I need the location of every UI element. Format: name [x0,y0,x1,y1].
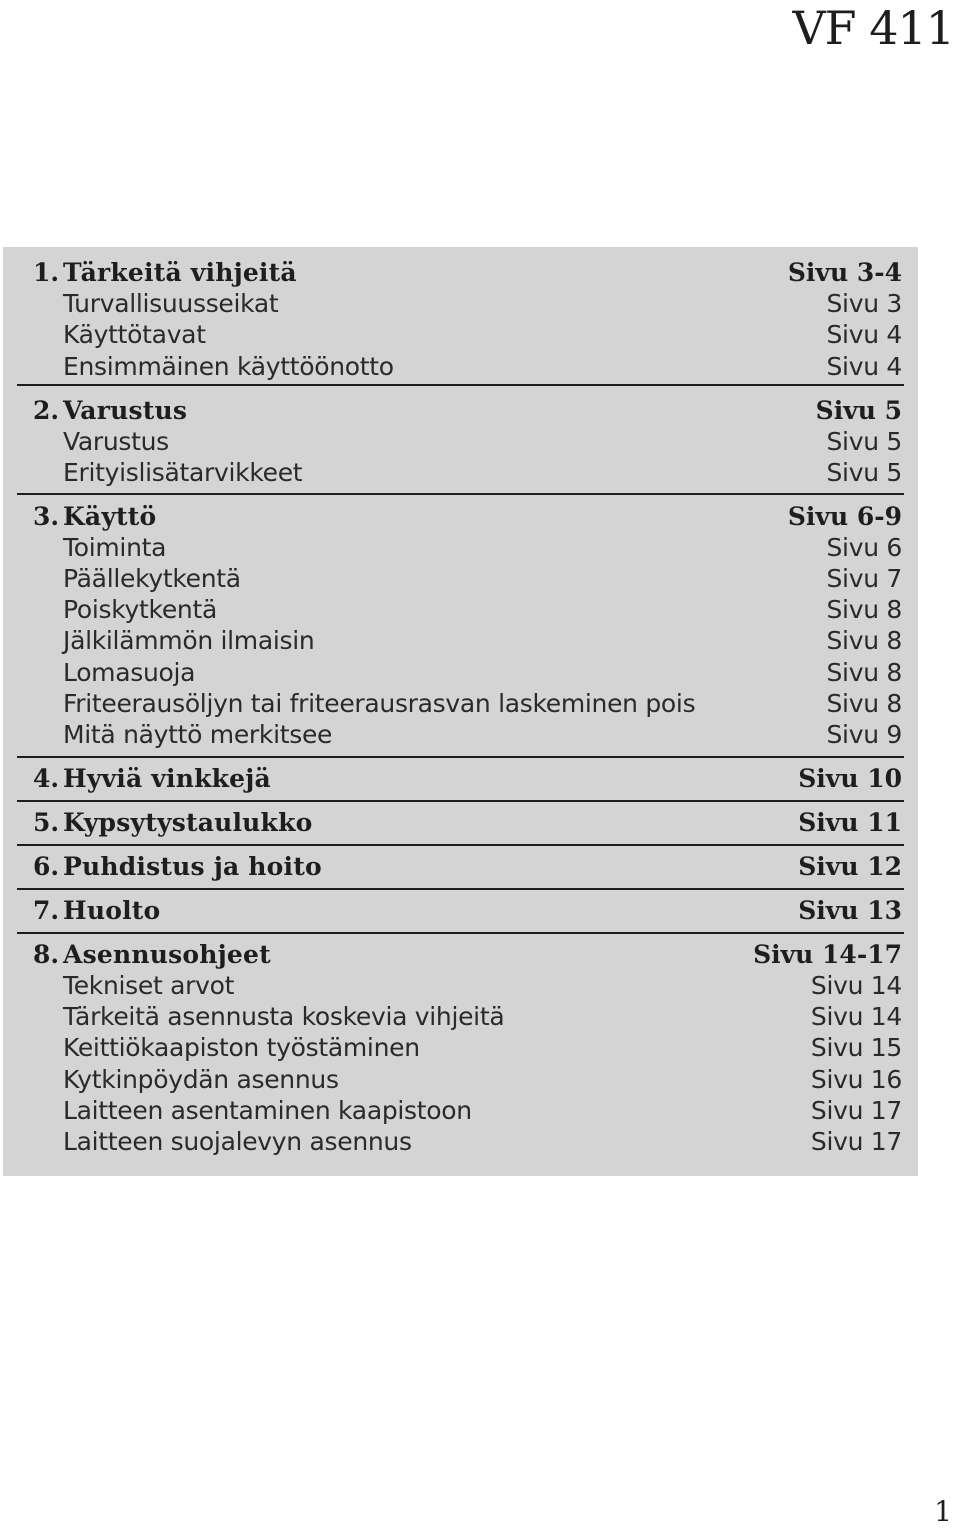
item-label: Laitteen suojalevyn asennus [63,1127,412,1156]
section-title: Varustus [63,396,188,425]
item-page: Sivu 8 [826,658,902,687]
item-page: Sivu 4 [826,320,902,349]
toc-item[interactable] [3,319,918,350]
section-title: Asennusohjeet [63,940,271,969]
toc-section-7[interactable] [3,895,918,926]
section-title: Hyviä vinkkejä [63,764,271,793]
item-page: Sivu 7 [826,564,902,593]
item-page: Sivu 5 [826,427,902,456]
section-divider [17,888,904,890]
item-label: Erityislisätarvikkeet [63,458,303,487]
section-page: Sivu 3-4 [787,258,902,287]
toc-section-5[interactable] [3,807,918,838]
section-page: Sivu 5 [815,396,902,425]
item-label: Päällekytkentä [63,564,241,593]
item-label: Lomasuoja [63,658,196,687]
item-label: Laitteen asentaminen kaapistoon [63,1096,472,1125]
section-page: Sivu 6-9 [787,502,902,531]
item-page: Sivu 17 [810,1096,902,1125]
toc-item[interactable] [3,1126,918,1157]
item-page: Sivu 15 [810,1033,902,1062]
section-number: 1. [33,258,60,287]
item-page: Sivu 8 [826,595,902,624]
toc-section-8[interactable] [3,939,918,970]
toc-section-4[interactable] [3,763,918,794]
item-label: Toiminta [63,533,167,562]
table-of-contents [3,247,918,1176]
toc-section-6[interactable] [3,851,918,882]
section-number: 4. [33,764,60,793]
item-page: Sivu 9 [826,720,902,749]
section-number: 2. [33,396,60,425]
toc-item[interactable] [3,594,918,625]
item-page: Sivu 8 [826,689,902,718]
toc-item[interactable] [3,351,918,382]
section-page: Sivu 14-17 [753,940,902,969]
section-page: Sivu 10 [798,764,902,793]
item-label: Ensimmäinen käyttöönotto [63,352,394,381]
item-page: Sivu 17 [810,1127,902,1156]
section-divider [17,800,904,802]
item-page: Sivu 14 [810,971,902,1000]
toc-item[interactable] [3,1032,918,1063]
toc-item[interactable] [3,457,918,488]
item-page: Sivu 6 [826,533,902,562]
section-divider [17,493,904,495]
item-label: Tekniset arvot [63,971,235,1000]
item-label: Varustus [63,427,169,456]
section-number: 5. [33,808,60,837]
section-title: Tärkeitä vihjeitä [63,258,297,287]
section-number: 3. [33,502,60,531]
section-divider [17,756,904,758]
item-page: Sivu 4 [826,352,902,381]
toc-item[interactable] [3,288,918,319]
item-page: Sivu 14 [810,1002,902,1031]
item-page: Sivu 8 [826,626,902,655]
section-divider [17,932,904,934]
item-label: Turvallisuusseikat [63,289,279,318]
section-number: 8. [33,940,60,969]
toc-item[interactable] [3,970,918,1001]
item-label: Jälkilämmön ilmaisin [63,626,315,655]
item-label: Poiskytkentä [63,595,217,624]
toc-item[interactable] [3,1064,918,1095]
item-page: Sivu 16 [810,1065,902,1094]
toc-section-2[interactable] [3,395,918,426]
section-title: Käyttö [63,502,157,531]
item-label: Käyttötavat [63,320,206,349]
item-label: Mitä näyttö merkitsee [63,720,333,749]
toc-item[interactable] [3,719,918,750]
toc-item[interactable] [3,625,918,656]
toc-item[interactable] [3,688,918,719]
toc-item[interactable] [3,563,918,594]
model-code: VF 411 [792,1,954,55]
section-divider [17,844,904,846]
item-label: Kytkinpöydän asennus [63,1065,339,1094]
section-title: Puhdistus ja hoito [63,852,322,881]
toc-item[interactable] [3,426,918,457]
item-page: Sivu 5 [826,458,902,487]
section-page: Sivu 12 [798,852,902,881]
item-label: Friteerausöljyn tai friteerausrasvan laskeminen pois [63,689,696,718]
section-title: Huolto [63,896,161,925]
section-number: 6. [33,852,60,881]
toc-item[interactable] [3,657,918,688]
toc-section-1[interactable] [3,257,918,288]
section-page: Sivu 13 [798,896,902,925]
section-title: Kypsytystaulukko [63,808,313,837]
toc-item[interactable] [3,1095,918,1126]
section-page: Sivu 11 [798,808,902,837]
item-label: Tärkeitä asennusta koskevia vihjeitä [63,1002,505,1031]
section-number: 7. [33,896,60,925]
page-number: 1 [934,1495,952,1528]
toc-item[interactable] [3,532,918,563]
section-divider [17,384,904,386]
item-label: Keittiökaapiston työstäminen [63,1033,420,1062]
item-page: Sivu 3 [826,289,902,318]
toc-item[interactable] [3,1001,918,1032]
toc-section-3[interactable] [3,501,918,532]
